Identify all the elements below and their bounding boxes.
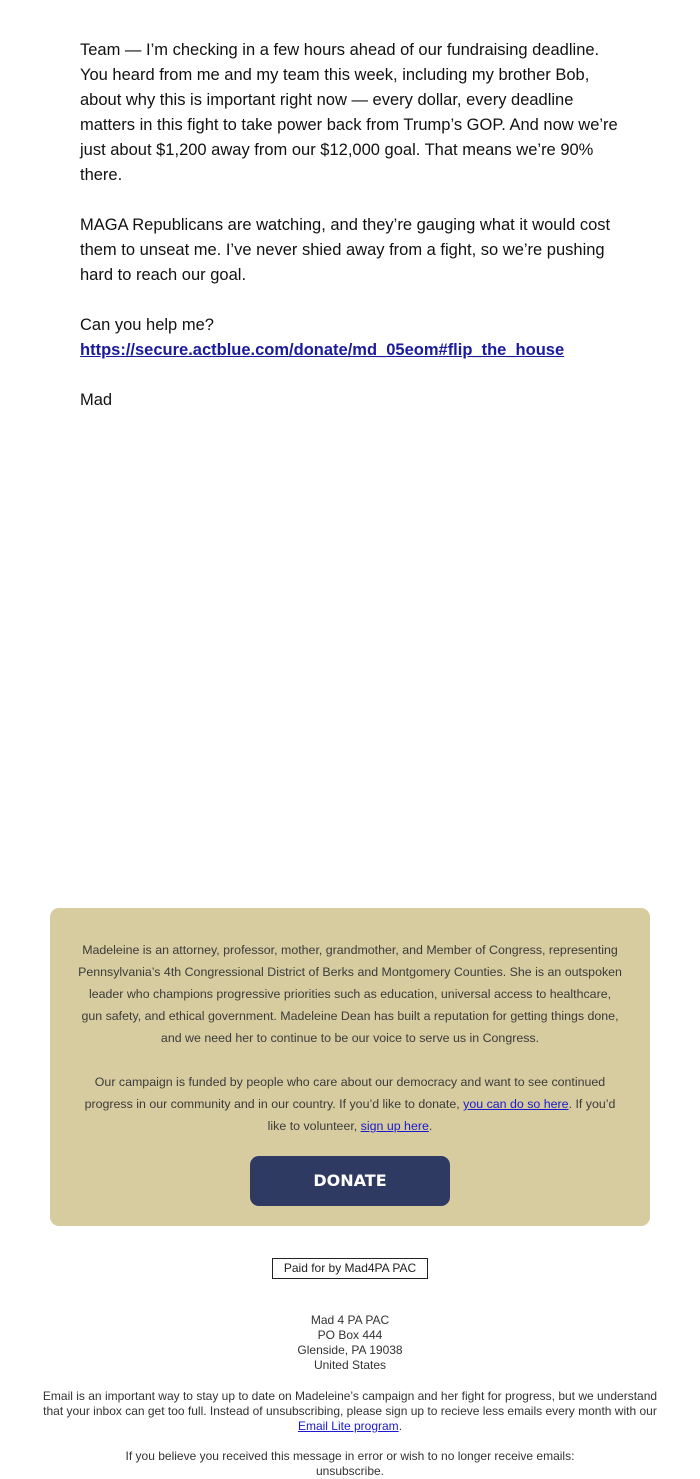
- address-line: United States: [313, 1358, 387, 1372]
- donate-link[interactable]: https://secure.actblue.com/donate/md_05eom#flip_the_house: [80, 341, 565, 359]
- bio-paragraph: Madeleine is an attorney, professor, mother, grandmother, and Member of Congress, representing Pennsylvania’s 4th Congressional District of Berks and Montgomery Counties. She is an outspoken leader who champions progressive priorities such as education, universal access to healthcare, gun safety, and ethical government. Madeleine Dean has built a reputation for getting things done, and we need her to continue to be our voice to serve us in Congress.: [78, 943, 622, 1045]
- address-line: PO Box 444: [317, 1328, 383, 1342]
- address-line: Glenside, PA 19038: [297, 1343, 403, 1357]
- funding-text: . If you’d like to volunteer,: [267, 1097, 616, 1133]
- notice-text: Email is an important way to stay up to date on Madeleine’s campaign and her fight for progress, but we understand that your inbox can get too full. Instead of unsubscribing, please sign up to recieve less emails every month with our: [42, 1389, 658, 1418]
- optout-text: If you believe you received this message in error or wish to no longer receive emails:: [125, 1449, 575, 1463]
- funding-text: Our campaign is funded by people who care about our democracy and want to see continued progress in our community and in our country. If you’d like to donate,: [84, 1075, 606, 1111]
- donate-button[interactable]: DONATE: [250, 1156, 450, 1206]
- unsubscribe-link[interactable]: unsubscribe.: [315, 1464, 385, 1478]
- volunteer-signup-link[interactable]: sign up here: [360, 1119, 429, 1133]
- mailing-address: [40, 1313, 660, 1373]
- letter-ask: [80, 313, 620, 363]
- optout-notice: [40, 1449, 660, 1479]
- paid-for-disclaimer: Paid for by Mad4PA PAC: [272, 1258, 428, 1279]
- email-body: [80, 38, 620, 438]
- address-line: Mad 4 PA PAC: [310, 1313, 390, 1327]
- funding-paragraph: [78, 1071, 622, 1137]
- funding-text: .: [428, 1119, 433, 1133]
- donate-here-link[interactable]: you can do so here: [463, 1097, 569, 1111]
- notice-text: .: [398, 1419, 403, 1433]
- letter-paragraph: MAGA Republicans are watching, and they’re gauging what it would cost them to unseat me. I’ve never shied away from a fight, so we’re pushing hard to reach our goal.: [80, 216, 611, 284]
- bio-box: [50, 908, 650, 1226]
- email-lite-link[interactable]: Email Lite program: [297, 1419, 399, 1433]
- signature: Mad: [80, 391, 113, 409]
- ask-text: Can you help me?: [80, 316, 214, 334]
- email-lite-notice: [40, 1389, 660, 1434]
- letter-paragraph: Team — I’m checking in a few hours ahead of our fundraising deadline. You heard from me and my team this week, including my brother Bob, about why this is important right now — every dollar, every deadline matters in this fight to take power back from Trump’s GOP. And now we’re just about $1,200 away from our $12,000 goal. That means we’re 90% there.: [80, 41, 618, 184]
